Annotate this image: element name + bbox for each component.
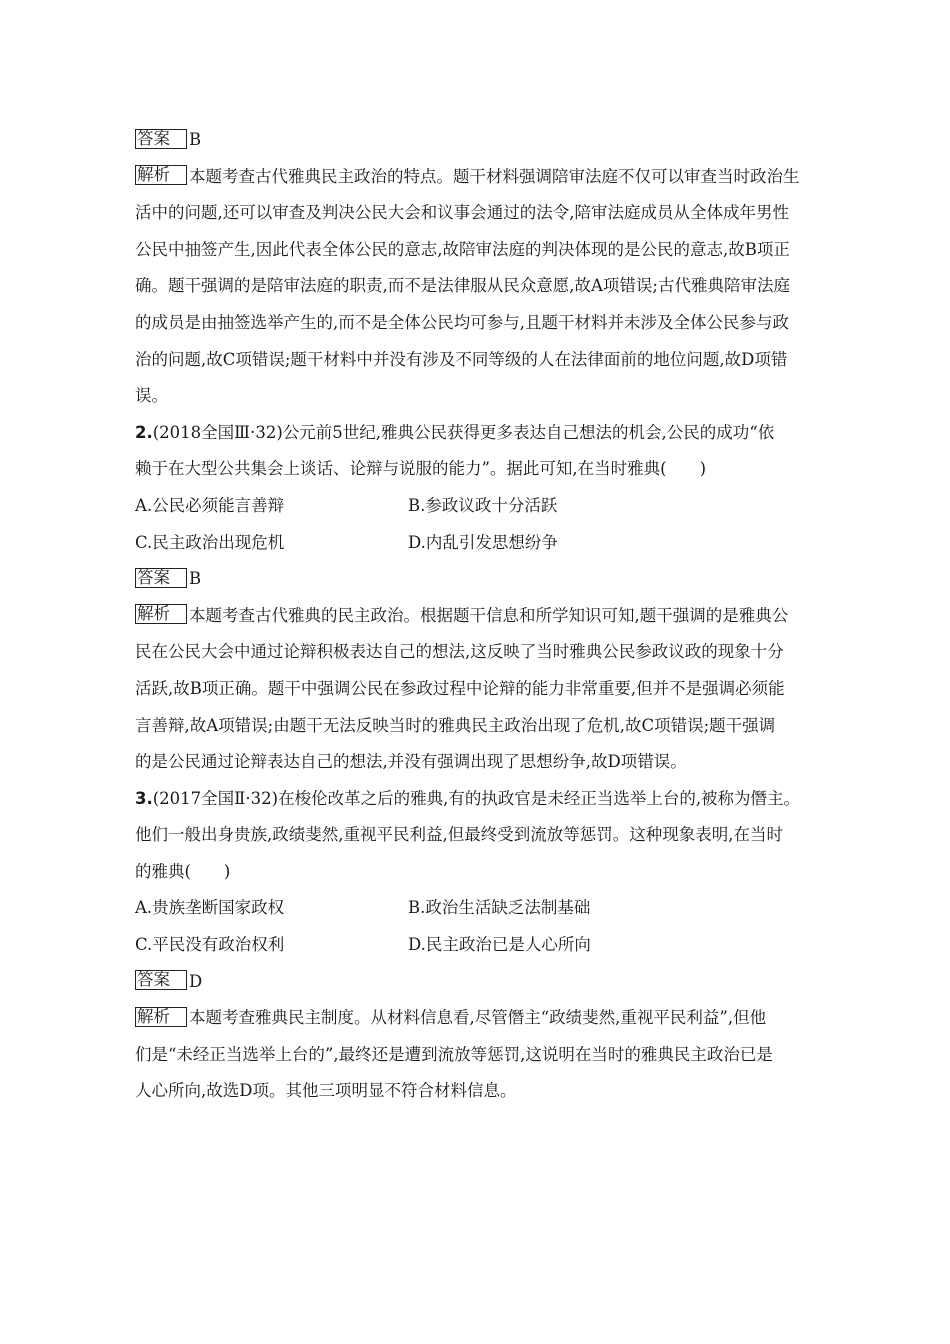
question-number: 2. — [135, 422, 153, 442]
answer-value: B — [189, 569, 202, 589]
analysis-text: 误。 — [135, 386, 168, 406]
analysis-text: 的是公民通过论辩表达自己的想法,并没有强调出现了思想纷争,故D项错误。 — [135, 752, 687, 772]
analysis-text: 言善辩,故A项错误;由题干无法反映当时的雅典民主政治出现了危机,故C项错误;题干强调 — [135, 715, 776, 735]
question-number: 3. — [135, 788, 153, 808]
question-text: 赖于在大型公共集会上谈话、论辩与说服的能力”。据此可知,在当时雅典( ) — [135, 459, 707, 479]
analysis-text: 治的问题,故C项错误;题干材料中并没有涉及不同等级的人在法律面前的地位问题,故D项错 — [135, 349, 788, 369]
analysis-text: 人心所向,故选D项。其他三项明显不符合材料信息。 — [135, 1081, 517, 1101]
analysis-text: 的成员是由抽签选举产生的,而不是全体公民均可参与,且题干材料并未涉及全体公民参与政 — [135, 312, 789, 332]
answer-value: B — [189, 130, 202, 149]
options-row — [135, 525, 815, 562]
options-row — [135, 927, 815, 964]
question-text: 的雅典( ) — [135, 861, 231, 881]
analysis-text: 们是“未经正当选举上台的”,最终还是遭到流放等惩罚,这说明在当时的雅典民主政治已是 — [135, 1044, 773, 1064]
analysis-text: 活中的问题,还可以审查及判决公民大会和议事会通过的法令,陪审法庭成员从全体成年男性 — [135, 203, 789, 223]
answer-line-q2 — [135, 561, 815, 598]
option-a: A.贵族垄断国家政权 — [135, 898, 285, 918]
analysis-text: 活跃,故B项正确。题干中强调公民在参政过程中论辩的能力非常重要,但并不是强调必须能 — [135, 678, 785, 698]
analysis-text: 本题考查古代雅典民主政治的特点。题干材料强调陪审法庭不仅可以审查当时政治生 — [189, 166, 800, 186]
option-c: C.平民没有政治权利 — [135, 935, 285, 955]
analysis-text: 公民中抽签产生,因此代表全体公民的意志,故陪审法庭的判决体现的是公民的意志,故B项正 — [135, 239, 790, 259]
analysis-line-q1 — [135, 159, 815, 196]
option-d: D.内乱引发思想纷争 — [408, 532, 558, 552]
analysis-label: 解析 — [135, 1007, 187, 1027]
option-c: C.民主政治出现危机 — [135, 532, 285, 552]
option-b: B.政治生活缺乏法制基础 — [408, 898, 591, 918]
analysis-text: 本题考查古代雅典的民主政治。根据题干信息和所学知识可知,题干强调的是雅典公 — [189, 605, 789, 625]
question-text: (2017全国Ⅱ·32)在梭伦改革之后的雅典,有的执政官是未经正当选举上台的,被称为僭主。 — [152, 788, 801, 808]
answer-label: 答案 — [135, 970, 187, 990]
answer-label: 答案 — [135, 129, 187, 149]
analysis-text: 本题考查雅典民主制度。从材料信息看,尽管僭主“政绩斐然,重视平民利益”,但他 — [189, 1008, 767, 1028]
analysis-label: 解析 — [135, 165, 187, 185]
option-d: D.民主政治已是人心所向 — [408, 935, 591, 955]
answer-label: 答案 — [135, 568, 187, 588]
question-stem-q2 — [135, 415, 815, 452]
analysis-text: 民在公民大会中通过论辩积极表达自己的想法,这反映了当时雅典公民参政议政的现象十分 — [135, 642, 784, 662]
question-stem-q3 — [135, 781, 815, 818]
question-text: 他们一般出身贵族,政绩斐然,重视平民利益,但最终受到流放等惩罚。这种现象表明,在当时 — [135, 825, 783, 845]
options-row — [135, 890, 815, 927]
analysis-line-q3 — [135, 1000, 815, 1037]
analysis-line-q2 — [135, 598, 815, 635]
option-a: A.公民必须能言善辩 — [135, 495, 285, 515]
option-b: B.参政议政十分活跃 — [408, 495, 558, 515]
answer-line-q1 — [135, 122, 815, 159]
answer-line-q3 — [135, 964, 815, 1001]
document-page — [135, 122, 815, 1110]
answer-value: D — [189, 971, 203, 991]
analysis-label: 解析 — [135, 604, 187, 624]
options-row — [135, 488, 815, 525]
analysis-text: 确。题干强调的是陪审法庭的职责,而不是法律服从民众意愿,故A项错误;古代雅典陪审法庭 — [135, 276, 790, 296]
question-text: (2018全国Ⅲ·32)公元前5世纪,雅典公民获得更多表达自己想法的机会,公民的成功“依 — [152, 422, 775, 442]
